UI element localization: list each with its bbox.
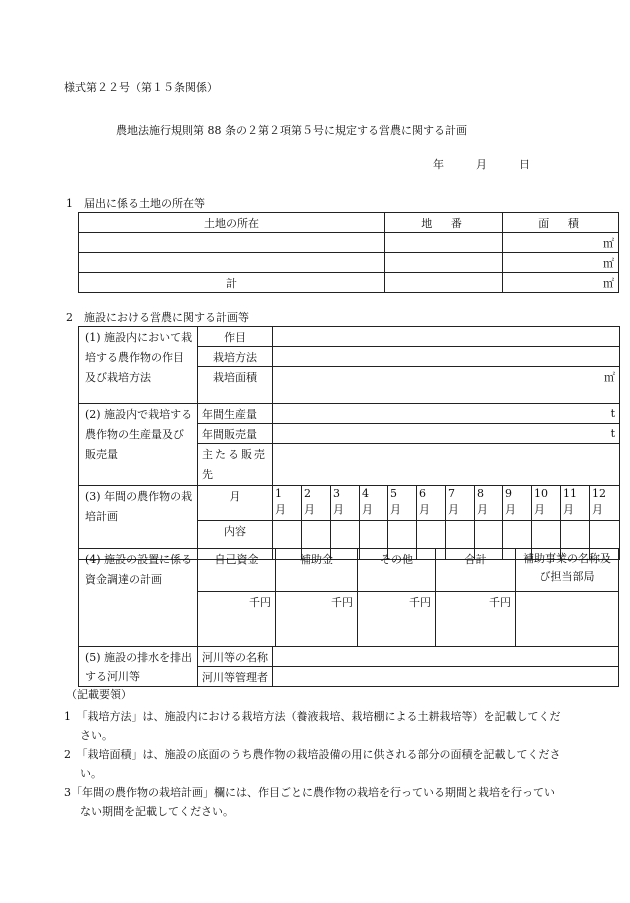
annual-sales-label: 年間販売量	[198, 424, 273, 444]
page-title: 農地法施行規則第 88 条の２第２項第５号に規定する営農に関する計画	[116, 124, 467, 137]
area-header: 面 積	[503, 213, 619, 233]
ton-unit: t	[610, 407, 615, 420]
amount-unit: 千円	[331, 596, 353, 609]
subsidy-cell[interactable]	[276, 592, 358, 647]
cultivation-method-label: 栽培方法	[198, 347, 273, 367]
annual-production-label: 年間生産量	[198, 404, 273, 424]
total-label: 計	[79, 273, 385, 293]
land-location-cell[interactable]	[79, 233, 385, 253]
land-location-header: 土地の所在	[79, 213, 385, 233]
month-cell-3: 3 月	[331, 486, 360, 521]
crop-type-cell[interactable]	[273, 327, 620, 347]
other-cell[interactable]	[358, 592, 436, 647]
month-cell-9: 9 月	[503, 486, 532, 521]
land-location-cell[interactable]	[79, 253, 385, 273]
lot-number-header: 地 番	[385, 213, 503, 233]
crop-item-label: (1) 施設内において栽培する農作物の作目及び栽培方法	[79, 327, 198, 404]
month-row-label: 月	[198, 486, 273, 521]
funding-table	[78, 548, 619, 647]
own-funds-cell[interactable]	[198, 592, 276, 647]
lot-number-total-cell[interactable]	[385, 273, 503, 293]
annual-sales-cell[interactable]	[273, 424, 620, 444]
month-cell-11: 11 月	[561, 486, 590, 521]
section1-heading: 1 届出に係る土地の所在等	[66, 197, 205, 210]
area-unit: ㎡	[604, 371, 615, 384]
total-header: 合計	[436, 549, 516, 592]
other-header: その他	[358, 549, 436, 592]
river-name-cell[interactable]	[273, 647, 619, 667]
annual-production-cell[interactable]	[273, 404, 620, 424]
river-manager-label: 河川等管理者	[198, 667, 273, 687]
land-table	[78, 212, 619, 293]
area-unit: ㎡	[603, 256, 614, 270]
plan-table	[78, 326, 620, 560]
total-cell[interactable]	[436, 592, 516, 647]
date-year: 年	[433, 158, 444, 171]
date-day: 日	[519, 158, 530, 171]
lot-number-cell[interactable]	[385, 233, 503, 253]
cultivation-method-cell[interactable]	[273, 347, 620, 367]
table-row	[79, 253, 619, 273]
note-item: 3「年間の農作物の栽培計画」欄には、作目ごとに農作物の栽培を行っている期間と栽培を行っていない期間を記載してください。	[64, 786, 555, 818]
cultivation-area-cell[interactable]	[273, 367, 620, 404]
form-number: 様式第２２号（第１５条関係）	[64, 81, 218, 94]
funding-item-label: (4) 施設の設置に係る資金調達の計画	[79, 549, 198, 647]
note-item: 2 「栽培面積」は、施設の底面のうち農作物の栽培設備の用に供される部分の面積を記載してください。	[64, 748, 561, 780]
amount-unit: 千円	[249, 596, 271, 609]
ton-unit: t	[610, 427, 615, 440]
main-buyer-label: 主たる販売先	[198, 444, 273, 486]
river-name-label: 河川等の名称	[198, 647, 273, 667]
month-cell-12: 12 月	[590, 486, 620, 521]
table-row	[79, 233, 619, 253]
month-cell-8: 8 月	[475, 486, 503, 521]
lot-number-cell[interactable]	[385, 253, 503, 273]
crop-type-label: 作目	[198, 327, 273, 347]
production-item-label: (2) 施設内で栽培する農作物の生産量及び販売量	[79, 404, 198, 486]
notes-list	[64, 707, 564, 821]
cultivation-area-label: 栽培面積	[198, 367, 273, 404]
notes-heading: （記載要領）	[66, 688, 132, 701]
own-funds-header: 自己資金	[198, 549, 276, 592]
month-cell-7: 7 月	[446, 486, 475, 521]
area-cell[interactable]	[503, 253, 619, 273]
note-item: 1 「栽培方法」は、施設内における栽培方法（養液栽培、栽培棚による土耕栽培等）を記載してください。	[64, 710, 561, 742]
month-cell-6: 6 月	[417, 486, 446, 521]
date-line	[433, 156, 530, 172]
month-cell-2: 2 月	[302, 486, 331, 521]
area-total-cell[interactable]	[503, 273, 619, 293]
month-cell-5: 5 月	[388, 486, 417, 521]
area-cell[interactable]	[503, 233, 619, 253]
content-row-label: 内容	[198, 521, 273, 560]
month-cell-1: 1 月	[273, 486, 302, 521]
amount-unit: 千円	[489, 596, 511, 609]
area-unit: ㎡	[603, 276, 614, 290]
subsidy-program-header: 補助事業の名称及び担当部局	[516, 549, 619, 592]
section2-heading: 2 施設における営農に関する計画等	[66, 311, 249, 324]
month-cell-4: 4 月	[360, 486, 388, 521]
subsidy-header: 補助金	[276, 549, 358, 592]
drainage-table	[78, 646, 619, 687]
date-month: 月	[476, 158, 487, 171]
river-manager-cell[interactable]	[273, 667, 619, 687]
amount-unit: 千円	[409, 596, 431, 609]
month-cell-10: 10 月	[532, 486, 561, 521]
total-row	[79, 273, 619, 293]
area-unit: ㎡	[603, 236, 614, 250]
schedule-item-label: (3) 年間の農作物の栽培計画	[79, 486, 198, 560]
subsidy-program-cell[interactable]	[516, 592, 619, 647]
drainage-item-label: (5) 施設の排水を排出する河川等	[79, 647, 198, 687]
main-buyer-cell[interactable]	[273, 444, 620, 486]
